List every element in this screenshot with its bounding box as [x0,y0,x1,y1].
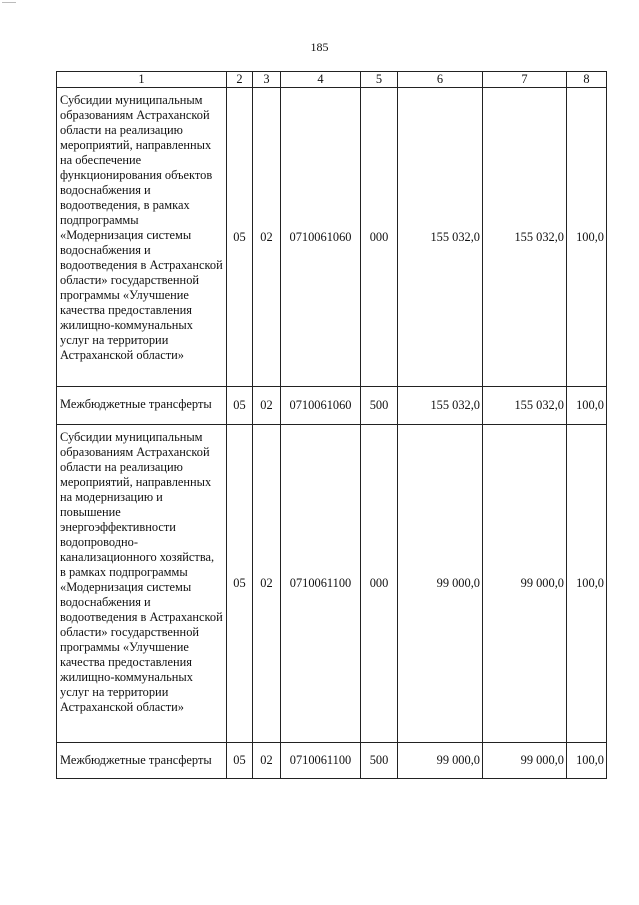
row-target-article: 0710061100 [281,743,361,779]
row-section: 05 [227,743,253,779]
row-percent: 100,0 [567,88,607,387]
row-name: Межбюджетные трансферты [57,387,227,425]
row-expense-type: 000 [361,425,398,743]
header-row [57,72,607,88]
row-expense-type: 500 [361,743,398,779]
row-plan-value: 99 000,0 [398,743,483,779]
table-row [57,425,607,743]
row-subsection: 02 [253,387,281,425]
row-name: Субсидии муниципальным образованиям Астраханской области на реализацию мероприятий, направленных на модернизацию и повышение энергоэффективности водопроводно-канализационного хозяйства, в рамках подпрограммы «Модернизация системы водоснабжения и водоотведения в Астраханской области» государственной программы «Улучшение качества предоставления жилищно-коммунальных услуг на территории Астраханской области» [57,425,227,743]
row-plan-value: 155 032,0 [398,387,483,425]
header-col-6: 6 [398,72,483,88]
row-section: 05 [227,425,253,743]
table-row [57,743,607,779]
row-fact-value: 99 000,0 [483,743,567,779]
row-percent: 100,0 [567,743,607,779]
row-target-article: 0710061060 [281,88,361,387]
header-col-5: 5 [361,72,398,88]
scan-mark [2,2,16,3]
budget-table [56,71,607,779]
table-row [57,387,607,425]
row-expense-type: 000 [361,88,398,387]
row-expense-type: 500 [361,387,398,425]
row-name: Межбюджетные трансферты [57,743,227,779]
row-target-article: 0710061060 [281,387,361,425]
row-percent: 100,0 [567,425,607,743]
row-percent: 100,0 [567,387,607,425]
row-subsection: 02 [253,743,281,779]
header-col-2: 2 [227,72,253,88]
row-subsection: 02 [253,88,281,387]
page-number: 185 [310,40,329,54]
row-name: Субсидии муниципальным образованиям Астраханской области на реализацию мероприятий, направленных на обеспечение функционирования объектов водоснабжения и водоотведения, в рамках подпрограммы «Модернизация системы водоснабжения и водоотведения в Астраханской области» государственной программы «Улучшение качества предоставления жилищно-коммунальных услуг на территории Астраханской области» [57,88,227,387]
row-section: 05 [227,88,253,387]
header-col-8: 8 [567,72,607,88]
row-target-article: 0710061100 [281,425,361,743]
table-row [57,88,607,387]
row-fact-value: 155 032,0 [483,88,567,387]
header-col-4: 4 [281,72,361,88]
row-fact-value: 99 000,0 [483,425,567,743]
row-plan-value: 99 000,0 [398,425,483,743]
header-col-7: 7 [483,72,567,88]
header-col-1: 1 [57,72,227,88]
row-fact-value: 155 032,0 [483,387,567,425]
header-col-3: 3 [253,72,281,88]
row-plan-value: 155 032,0 [398,88,483,387]
row-subsection: 02 [253,425,281,743]
row-section: 05 [227,387,253,425]
